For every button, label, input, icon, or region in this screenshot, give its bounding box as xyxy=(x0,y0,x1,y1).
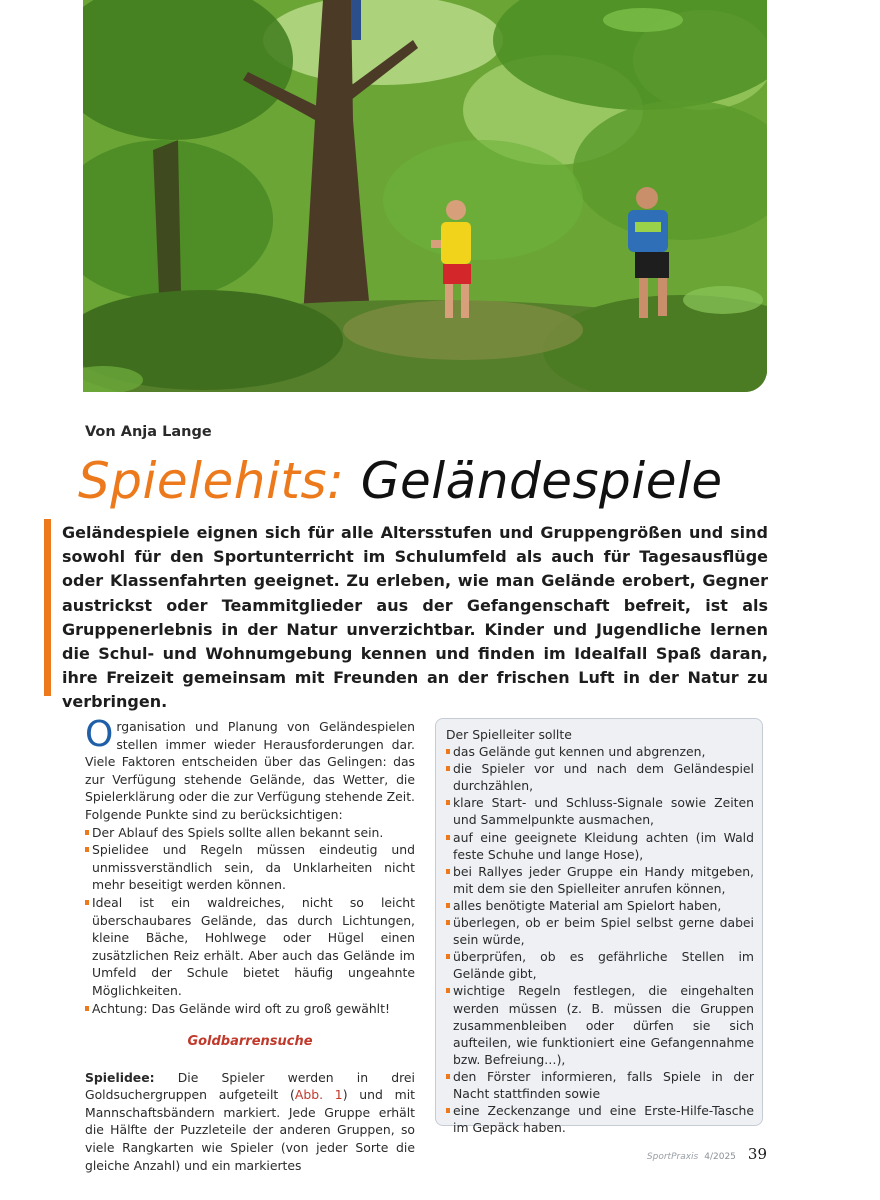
title-part-2: Geländespiele xyxy=(360,452,723,510)
list-item: das Gelände gut kennen und abgrenzen, xyxy=(446,743,754,760)
spielidee-text-1: Die Spieler werden in drei Goldsuchergruppen aufgeteilt ( xyxy=(85,1069,415,1103)
list-item: bei Rallyes jeder Gruppe ein Handy mitgeben, mit dem sie den Spielleiter anrufen können, xyxy=(446,863,754,897)
list-item: auf eine geeignete Kleidung achten (im Wald feste Schuhe und lange Hose), xyxy=(446,829,754,863)
list-item: Achtung: Das Gelände wird oft zu groß gewählt! xyxy=(85,1000,415,1018)
list-item: die Spieler vor und nach dem Geländespiel durchzählen, xyxy=(446,760,754,794)
page-footer xyxy=(647,1145,767,1163)
figure-reference: Abb. 1 xyxy=(294,1087,343,1103)
forest-illustration xyxy=(83,0,767,392)
hero-photo xyxy=(83,0,767,392)
considerations-list xyxy=(85,824,415,1018)
page-number: 39 xyxy=(747,1145,767,1163)
article-title xyxy=(78,446,838,516)
info-box-list xyxy=(446,743,754,1136)
lead-text: Geländespiele eignen sich für alle Altersstufen und Gruppengrößen und sind sowohl für den Sportunterricht im Schulumfeld als auch für Tagesausflüge oder Klassenfahrten geeignet. Zu erleben, wie man Gelände erobert, Gegner austrickst oder Teammitglieder aus der Gefangenschaft befreit, ist als Gruppenerlebnis in der Natur unverzichtbar. Kinder und Jugendliche lernen die Schul- und Wohnumgebung kennen und finden im Idealfall Spaß daran, ihre Freizeit gemeinsam mit Freunden an der frischen Luft in der Natur zu verbringen. xyxy=(62,523,768,712)
section-subheading: Goldbarrensuche xyxy=(187,1034,313,1050)
list-item: wichtige Regeln festlegen, die eingehalten werden müssen (z. B. müssen die Gruppen zusammenbleiben oder dürfen sie sich aufteilen, wie funktioniert eine Gefangennahme bzw. Befreiung…), xyxy=(446,982,754,1067)
dropcap: O xyxy=(85,714,114,755)
list-item: alles benötigte Material am Spielort haben, xyxy=(446,897,754,914)
title-part-1: Spielehits: xyxy=(78,452,345,510)
info-box xyxy=(435,718,763,1136)
spielidee-text-2: ) und mit Mannschaftsbändern markiert. Jede Gruppe erhält die Hälfte der Puzzleteile der anderen Gruppen, so viele Rangkarten wie Spieler (von jeder Sorte die gleiche Anzahl) und ein markiertes xyxy=(85,1087,416,1173)
spielidee-label: Spielidee: xyxy=(85,1069,155,1085)
list-item: Spielidee und Regeln müssen eindeutig und unmissverständlich sein, da Unklarheiten nicht mehr beseitigt werden können. xyxy=(85,841,415,894)
list-item: den Förster informieren, falls Spiele in der Nacht stattfinden sowie xyxy=(446,1068,754,1102)
list-item: überprüfen, ob es gefährliche Stellen im Gelände gibt, xyxy=(446,948,754,982)
spielidee-paragraph xyxy=(85,1069,415,1175)
lead-accent-bar xyxy=(44,519,51,696)
issue-number: 4/2025 xyxy=(704,1152,736,1162)
lead-paragraph xyxy=(62,521,768,715)
list-item: Der Ablauf des Spiels sollte allen bekannt sein. xyxy=(85,824,415,842)
list-item: überlegen, ob er beim Spiel selbst gerne dabei sein würde, xyxy=(446,914,754,948)
intro-paragraph xyxy=(85,714,415,824)
list-item: klare Start- und Schluss-Signale sowie Zeiten und Sammelpunkte ausmachen, xyxy=(446,794,754,828)
author-line: Von Anja Lange xyxy=(85,424,212,440)
intro-text: rganisation und Planung von Geländespielen stellen immer wieder Herausforderungen dar. Viele Faktoren entscheiden über das Gelingen: das zur Verfügung stehende Gelände, das Wetter, die Spielerklärung oder die zur Verfügung stehende Zeit. Folgende Punkte sind zu berücksichtigen: xyxy=(85,719,415,822)
list-item: eine Zeckenzange und eine Erste-Hilfe-Tasche im Gepäck haben. xyxy=(446,1102,754,1136)
magazine-name: SportPraxis xyxy=(646,1152,699,1162)
left-column xyxy=(85,714,416,1174)
list-item: Ideal ist ein waldreiches, nicht so leicht überschaubares Gelände, das durch Lichtungen, kleine Bäche, Hohlwege oder Hügel einen zusätzlichen Reiz erhält. Aber auch das Gelände im Umfeld der Schule bietet häufig ungeahnte Möglichkeiten. xyxy=(85,894,415,1000)
info-box-heading: Der Spielleiter sollte xyxy=(446,727,572,742)
